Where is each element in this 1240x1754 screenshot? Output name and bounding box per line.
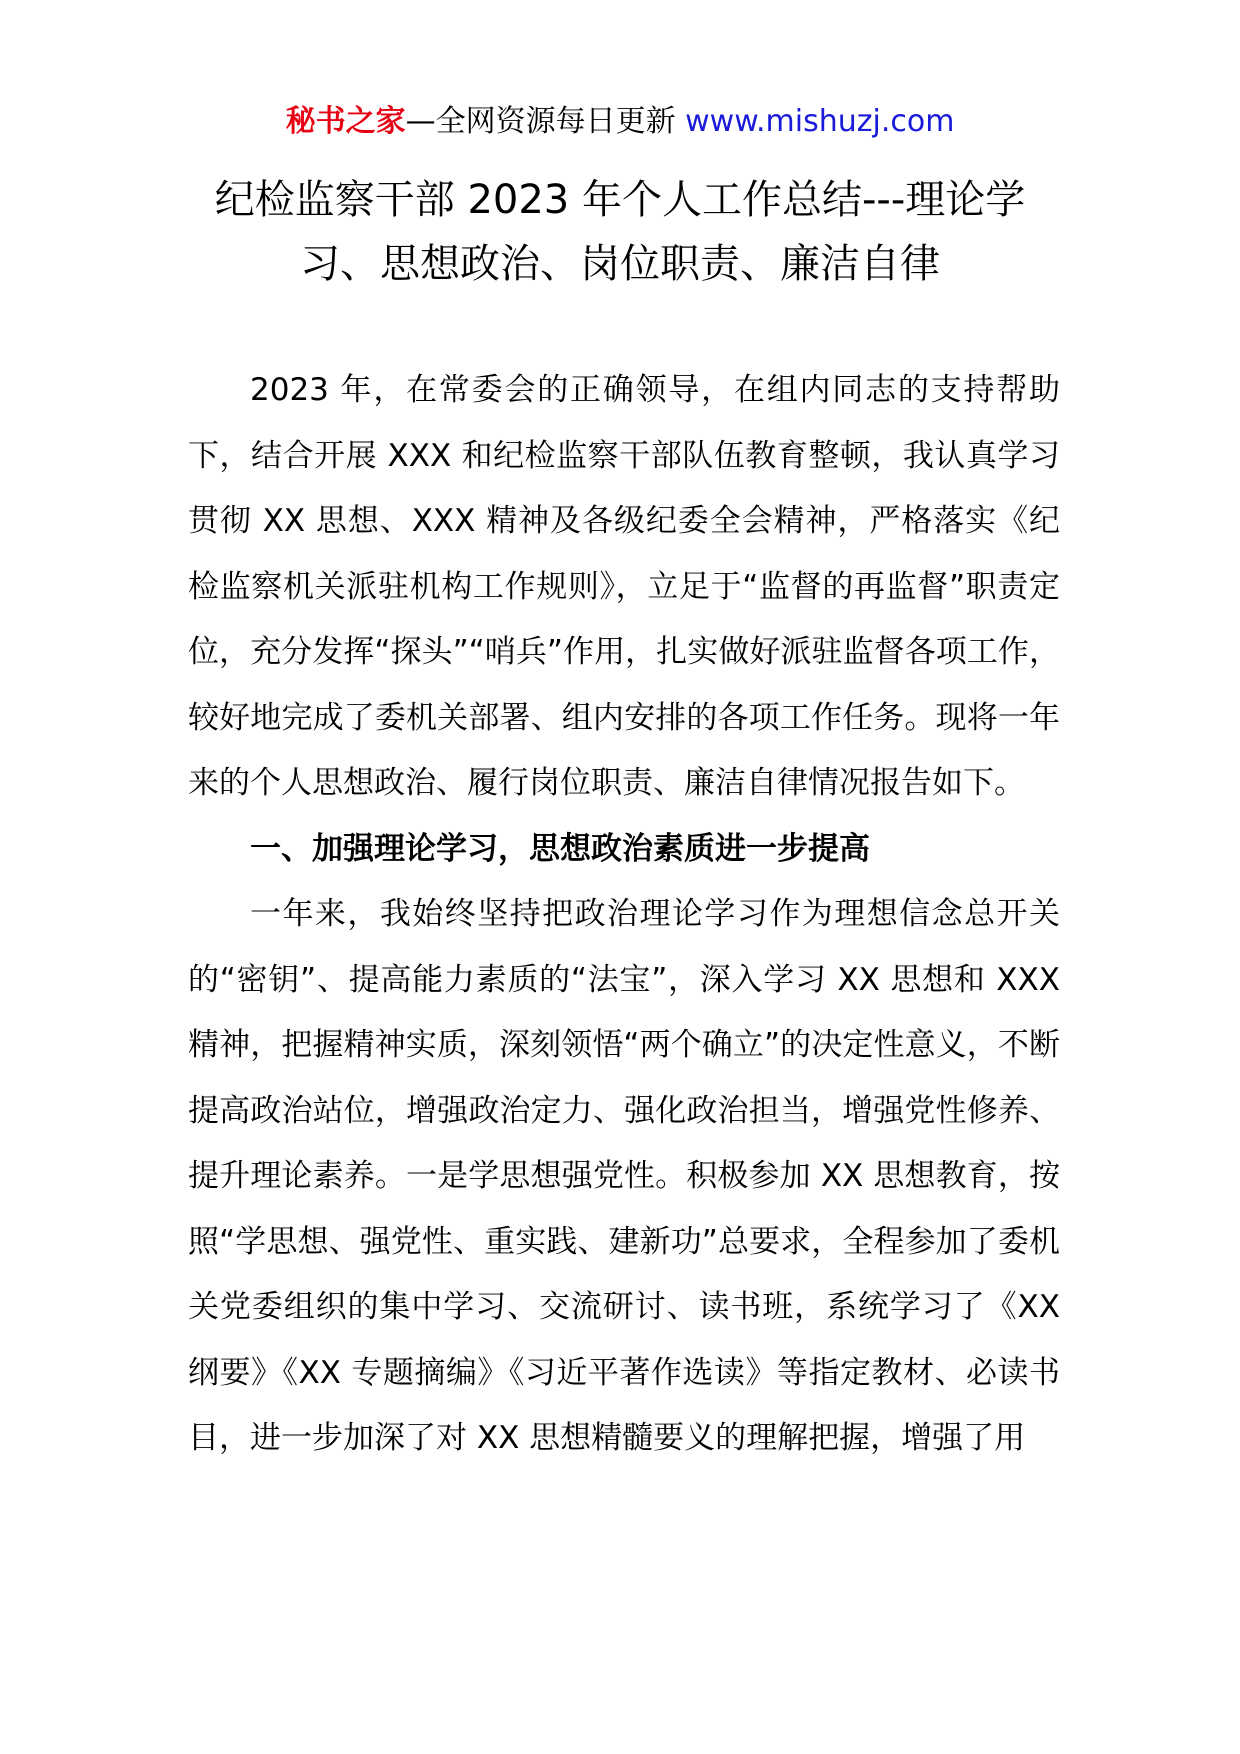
site-brand: 秘书之家 <box>285 104 406 139</box>
site-url: www.mishuzj.com <box>685 104 955 139</box>
document-title: 纪检监察干部 2023 年个人工作总结---理论学习、思想政治、岗位职责、廉洁自律 <box>214 177 1026 287</box>
site-tagline: —全网资源每日更新 <box>405 104 676 139</box>
section-heading: 一、加强理论学习，思想政治素质进一步提高 <box>250 830 870 867</box>
intro-paragraph: 2023 年，在常委会的正确领导，在组内同志的支持帮助下，结合开展 XXX 和纪检监察干部队伍教育整顿，我认真学习贯彻 XX 思想、XXX 精神及各级纪委全会精神，严格落实《纪检监察机关派驻机构工作规则》，立足于“监督的再监督”职责定位，充分发挥“探头”“哨兵”作用，扎实做好派驻监督各项工作，较好地完成了委机关部署、组内安排的各项工作任务。现将一年来的个人思想政治、履行岗位职责、廉洁自律情况报告如下。 <box>188 372 1060 801</box>
document-body <box>188 358 1060 1472</box>
site-header <box>0 100 1240 144</box>
body-paragraph: 一年来，我始终坚持把政治理论学习作为理想信念总开关的“密钥”、提高能力素质的“法宝”，深入学习 XX 思想和 XXX 精神，把握精神实质，深刻领悟“两个确立”的决定性意义，不断提高政治站位，增强政治定力、强化政治担当，增强党性修养、提升理论素养。一是学思想强党性。积极参加 XX 思想教育，按照“学思想、强党性、重实践、建新功”总要求，全程参加了委机关党委组织的集中学习、交流研讨、读书班，系统学习了《XX 纲要》《XX 专题摘编》《习近平著作选读》等指定教材、必读书目，进一步加深了对 XX 思想精髓要义的理解把握，增强了用 <box>188 896 1060 1456</box>
